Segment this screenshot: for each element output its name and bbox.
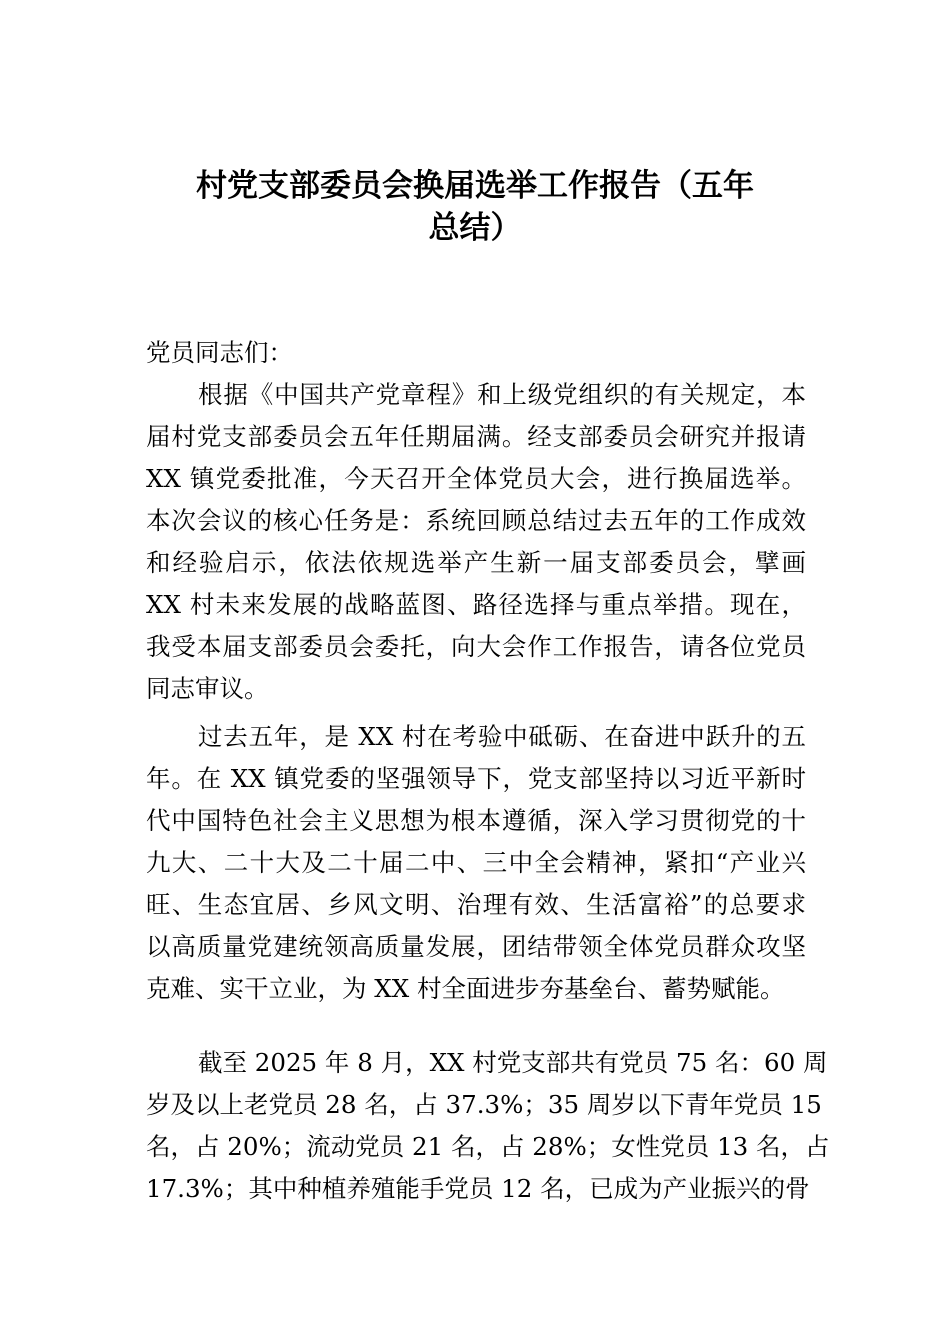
paragraph-line: 年。在 XX 镇党委的坚强领导下，党支部坚持以习近平新时 [146,764,806,793]
salutation: 党员同志们： [146,338,293,367]
paragraph-line: 同志审议。 [146,674,269,703]
paragraph-line: 和经验启示，依法依规选举产生新一届支部委员会，擘画 [146,548,806,577]
document-title-line-2: 总结） [428,210,522,246]
paragraph-line: XX 村未来发展的战略蓝图、路径选择与重点举措。现在， [146,590,806,619]
paragraph-line: 我受本届支部委员会委托，向大会作工作报告，请各位党员 [146,632,806,661]
paragraph-line: 本次会议的核心任务是：系统回顾总结过去五年的工作成效 [146,506,806,535]
paragraph-line: 名，占 20%；流动党员 21 名，占 28%；女性党员 13 名，占 [146,1132,830,1161]
paragraph-line: 以高质量党建统领高质量发展，团结带领全体党员群众攻坚 [146,932,806,961]
paragraph-line: 17.3%；其中种植养殖能手党员 12 名，已成为产业振兴的骨 [146,1174,810,1203]
paragraph-line: 截至 2025 年 8 月，XX 村党支部共有党员 75 名：60 周 [198,1048,828,1077]
paragraph-line: 克难、实干立业，为 XX 村全面进步夯基垒台、蓄势赋能。 [146,974,785,1003]
paragraph-line: 根据《中国共产党章程》和上级党组织的有关规定，本 [198,380,806,409]
paragraph-line: 九大、二十大及二十届二中、三中全会精神，紧扣“产业兴 [146,848,806,877]
paragraph-line: 代中国特色社会主义思想为根本遵循，深入学习贯彻党的十 [146,806,806,835]
paragraph-line: 过去五年，是 XX 村在考验中砥砺、在奋进中跃升的五 [198,722,806,751]
paragraph-line: XX 镇党委批准，今天召开全体党员大会，进行换届选举。 [146,464,806,493]
paragraph-line: 旺、生态宜居、乡风文明、治理有效、生活富裕”的总要求 [146,890,806,919]
paragraph-line: 届村党支部委员会五年任期届满。经支部委员会研究并报请 [146,422,806,451]
paragraph-line: 岁及以上老党员 28 名，占 37.3%；35 周岁以下青年党员 15 [146,1090,822,1119]
document-title-line-1: 村党支部委员会换届选举工作报告（五年 [196,168,754,204]
